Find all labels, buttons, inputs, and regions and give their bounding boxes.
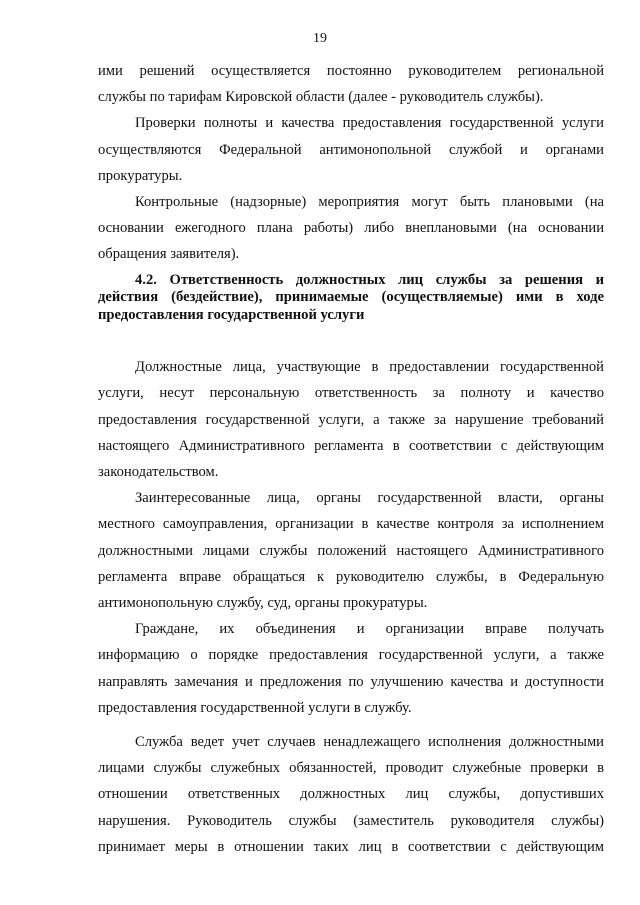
text-line: предоставления государственной услуги в службу. (98, 699, 412, 716)
paragraph-control-measures (98, 189, 604, 268)
text-line: отношении ответственных должностных лиц службы, допустивших (98, 786, 604, 803)
text-line: обращения заявителя). (98, 246, 240, 263)
section-heading-4-2 (98, 272, 604, 325)
text-line: Проверки полноты и качества предоставления государственной услуги (135, 115, 604, 132)
text-line: службы по тарифам Кировской области (далее - руководитель службы). (98, 89, 544, 106)
text-line: Должностные лица, участвующие в предоставлении государственной (135, 359, 604, 376)
text-line: регламента вправе обращаться к руководителю службы, в Федеральную (98, 568, 604, 585)
paragraph-responsibility-continued (98, 58, 604, 110)
text-line: лицами службы служебных обязанностей, проводит служебные проверки в (98, 760, 604, 777)
heading-line: предоставления государственной услуги (98, 306, 365, 323)
text-line: основании ежегодного плана работы) либо внеплановыми (на основании (98, 220, 604, 237)
paragraph-citizens (98, 616, 604, 721)
paragraph-interested-parties (98, 485, 604, 616)
paragraph-checks (98, 110, 604, 189)
paragraph-service-records (98, 729, 604, 860)
page-number: 19 (313, 31, 327, 46)
text-line: прокуратуры. (98, 167, 183, 184)
text-line: услуги, несут персональную ответственность за полноту и качество (98, 385, 604, 402)
text-line: предоставления государственной услуги, а также за нарушение требований (98, 411, 604, 428)
heading-line: 4.2. Ответственность должностных лиц службы за решения и (135, 271, 604, 288)
text-line: осуществляются Федеральной антимонопольной службой и органами (98, 141, 604, 158)
text-line: местного самоуправления, организации в качестве контроля за исполнением (98, 516, 604, 533)
text-line: законодательством. (98, 463, 219, 480)
heading-line: действия (бездействие), принимаемые (осуществляемые) ими в ходе (98, 289, 604, 306)
text-line: нарушения. Руководитель службы (заместитель руководителя службы) (98, 812, 604, 829)
text-line: Служба ведет учет случаев ненадлежащего исполнения должностными (135, 733, 604, 750)
text-line: информацию о порядке предоставления государственной услуги, а также (98, 647, 604, 664)
document-body (98, 58, 604, 860)
text-line: должностными лицами службы положений настоящего Административного (98, 542, 604, 559)
text-line: Контрольные (надзорные) мероприятия могут быть плановыми (на (135, 194, 604, 211)
text-line: антимонопольную службу, суд, органы прокуратуры. (98, 594, 428, 611)
spacer (98, 324, 604, 354)
text-line: Граждане, их объединения и организации вправе получать (135, 621, 604, 638)
text-line: направлять замечания и предложения по улучшению качества и доступности (98, 673, 604, 690)
text-line: принимает меры в отношении таких лиц в соответствии с действующим (98, 838, 604, 855)
paragraph-officials-responsibility (98, 354, 604, 485)
text-line: ими решений осуществляется постоянно руководителем региональной (98, 63, 604, 79)
text-line: Заинтересованные лица, органы государственной власти, органы (135, 490, 604, 507)
text-line: настоящего Административного регламента в соответствии с действующим (98, 437, 604, 454)
spacer (98, 721, 604, 729)
